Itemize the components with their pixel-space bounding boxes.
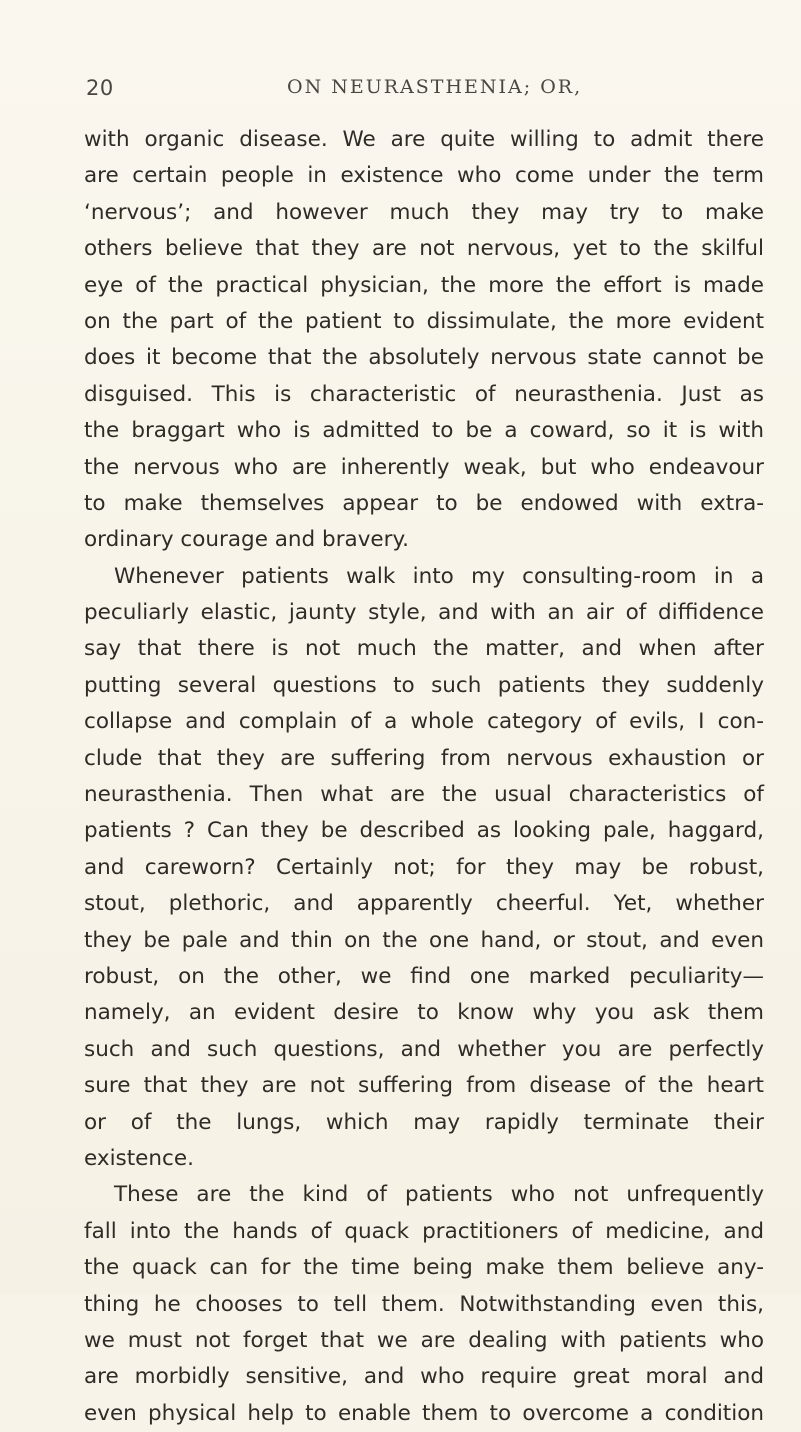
text-line: or of the lungs, which may rapidly terminate their — [84, 1109, 764, 1135]
text-line: and careworn? Certainly not; for they may be robust, — [84, 854, 764, 880]
text-line: they be pale and thin on the one hand, or stout, and even — [84, 927, 764, 953]
text-line: neurasthenia. Then what are the usual characteristics of — [84, 782, 764, 808]
text-line: fall into the hands of quack practitioners of medicine, and — [84, 1218, 764, 1244]
text-line: even physical help to enable them to overcome a condition — [84, 1400, 764, 1426]
text-line: say that there is not much the matter, and when after — [84, 636, 764, 662]
text-line: the nervous who are inherently weak, but who endeavour — [84, 454, 764, 480]
text-line: stout, plethoric, and apparently cheerful. Yet, whether — [84, 891, 764, 917]
text-line: with organic disease. We are quite willing to admit there — [84, 127, 764, 152]
text-line: putting several questions to such patients they suddenly — [84, 672, 764, 698]
text-line: clude that they are suffering from nervous exhaustion or — [84, 745, 764, 771]
text-line: to make themselves appear to be endowed with extra- — [84, 490, 764, 516]
running-head: ON NEURASTHENIA; OR, — [287, 76, 583, 98]
text-line: are certain people in existence who come under the term — [84, 163, 764, 189]
text-line: Whenever patients walk into my consulting-room in a — [114, 563, 764, 589]
text-line: does it become that the absolutely nervous state cannot be — [84, 345, 764, 371]
text-line: the braggart who is admitted to be a coward, so it is with — [84, 418, 764, 444]
text-line: peculiarly elastic, jaunty style, and with an air of diffidence — [84, 600, 764, 626]
text-line: patients ? Can they be described as looking pale, haggard, — [84, 818, 764, 844]
text-line: are morbidly sensitive, and who require great moral and — [84, 1364, 764, 1390]
text-line: disguised. This is characteristic of neurasthenia. Just as — [84, 381, 764, 407]
text-line: such and such questions, and whether you are perfectly — [84, 1036, 764, 1062]
text-line: ordinary courage and bravery. — [84, 527, 409, 553]
text-line: ‘nervous’; and however much they may try to make — [84, 199, 764, 225]
text-line: others believe that they are not nervous, yet to the skilful — [84, 236, 764, 262]
text-line: robust, on the other, we find one marked peculiarity— — [84, 963, 764, 989]
text-line: eye of the practical physician, the more the effort is made — [84, 272, 764, 298]
text-line: collapse and complain of a whole category of evils, I con- — [84, 709, 764, 735]
text-line: thing he chooses to tell them. Notwithstanding even this, — [84, 1291, 764, 1317]
text-line: the quack can for the time being make them believe any- — [84, 1255, 764, 1281]
text-line: existence. — [84, 1145, 194, 1171]
text-line: namely, an evident desire to know why you ask them — [84, 1000, 764, 1026]
text-line: sure that they are not suffering from disease of the heart — [84, 1073, 764, 1099]
page-number: 20 — [86, 76, 114, 100]
text-line: These are the kind of patients who not unfrequently — [114, 1182, 764, 1208]
body-text — [84, 122, 764, 1432]
text-line: on the part of the patient to dissimulate, the more evident — [84, 308, 764, 334]
text-line: we must not forget that we are dealing with patients who — [84, 1327, 764, 1353]
